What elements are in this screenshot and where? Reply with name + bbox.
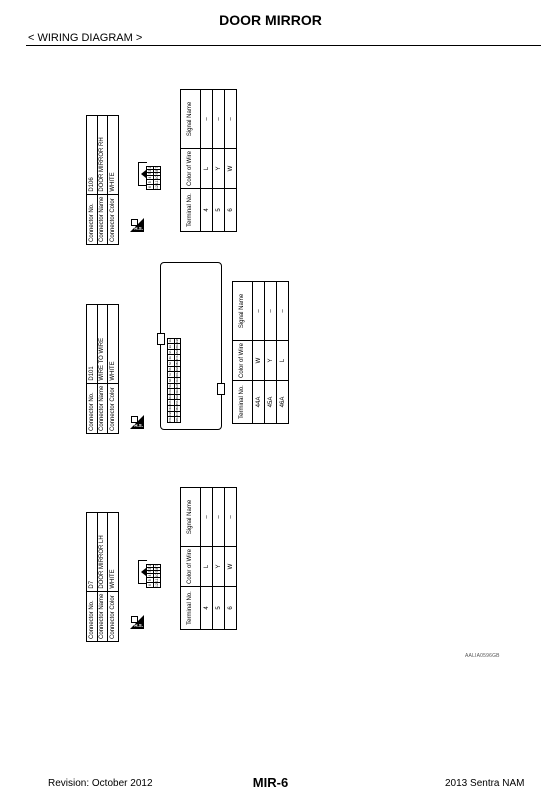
header-wire-color: Color of Wire xyxy=(233,340,253,380)
terminal-table-d7 xyxy=(180,487,237,630)
pin: 44A xyxy=(175,394,179,400)
label-connector-no: Connector No. xyxy=(87,591,98,641)
hs-icon xyxy=(130,218,144,232)
pin: 10 xyxy=(155,175,159,180)
connector-name-value: DOOR MIRROR RH xyxy=(97,115,108,194)
pin: 47A xyxy=(175,411,179,417)
wire-color-cell: Y xyxy=(213,148,225,188)
signal-cell: – xyxy=(277,281,289,340)
pin: 1 xyxy=(148,564,152,567)
pin: 8A xyxy=(169,378,173,382)
pin: 5 xyxy=(148,181,152,184)
connector-info-d106 xyxy=(86,115,119,245)
signal-cell: – xyxy=(213,89,225,148)
pin: 14A xyxy=(169,411,173,417)
terminal-table-d101 xyxy=(232,281,289,424)
pin: 8 xyxy=(155,567,159,570)
label-connector-name: Connector Name xyxy=(97,591,108,641)
pin: 41A xyxy=(175,378,179,383)
header-signal-name: Signal Name xyxy=(181,487,201,546)
hs-label: H.S. xyxy=(134,623,143,628)
terminal-table-d106 xyxy=(180,89,237,232)
pin: 43A xyxy=(175,389,179,394)
pin: 42A xyxy=(175,383,179,389)
terminal-cell: 44A xyxy=(253,381,265,424)
pin: 6A xyxy=(169,367,173,371)
pin: 10A xyxy=(169,389,173,394)
header-terminal-no: Terminal No. xyxy=(181,587,201,630)
section-heading: < WIRING DIAGRAM > xyxy=(28,32,143,44)
pin: 3 xyxy=(148,172,152,175)
hs-label: H.S. xyxy=(134,226,143,231)
pin: 48A xyxy=(175,417,179,422)
connector-color-value: WHITE xyxy=(108,512,119,591)
header-rule xyxy=(26,45,541,46)
connector-latch xyxy=(217,383,225,395)
pin: 5A xyxy=(169,361,173,366)
wire-color-cell: Y xyxy=(213,546,225,586)
signal-cell: – xyxy=(213,487,225,546)
label-connector-no: Connector No. xyxy=(87,194,98,244)
pin-grid xyxy=(146,564,161,588)
terminal-cell: 4 xyxy=(201,587,213,630)
pin: 38A xyxy=(175,361,179,366)
terminal-cell: 6 xyxy=(225,587,237,630)
pin: 39A xyxy=(175,366,179,372)
footer-revision: Revision: October 2012 xyxy=(48,778,153,789)
hs-label: H.S. xyxy=(134,423,143,428)
pin: 3 xyxy=(148,570,152,573)
label-connector-color: Connector Color xyxy=(108,194,119,244)
pin: 34A xyxy=(175,338,179,344)
pin: 11 xyxy=(155,180,159,185)
signal-cell: – xyxy=(265,281,277,340)
pin-grid xyxy=(167,338,181,423)
page-title: DOOR MIRROR xyxy=(219,12,322,28)
signal-cell: – xyxy=(253,281,265,340)
connector-color-value: WHITE xyxy=(108,304,119,383)
connector-no-value: D101 xyxy=(87,304,98,383)
pin-grid xyxy=(146,166,161,190)
hs-icon xyxy=(130,615,144,629)
pin: 2A xyxy=(169,344,173,349)
wire-color-cell: Y xyxy=(265,340,277,380)
pin: 7 xyxy=(155,564,159,567)
terminal-cell: 46A xyxy=(277,381,289,424)
connector-no-value: D106 xyxy=(87,115,98,194)
pin: 9 xyxy=(155,172,159,175)
footer-model: 2013 Sentra NAM xyxy=(445,778,525,789)
pin: 12 xyxy=(155,185,159,189)
terminal-cell: 45A xyxy=(265,381,277,424)
wire-color-cell: W xyxy=(225,546,237,586)
header-wire-color: Color of Wire xyxy=(181,546,201,586)
signal-cell: – xyxy=(201,89,213,148)
connector-latch xyxy=(157,333,165,345)
pin: 46A xyxy=(175,406,179,411)
wire-color-cell: L xyxy=(201,148,213,188)
terminal-cell: 6 xyxy=(225,189,237,232)
signal-cell: – xyxy=(225,487,237,546)
header-terminal-no: Terminal No. xyxy=(181,189,201,232)
label-connector-color: Connector Color xyxy=(108,383,119,433)
pin: 15A xyxy=(169,417,173,422)
pin: 6 xyxy=(148,584,152,587)
pin: 9 xyxy=(155,570,159,573)
pin: 8 xyxy=(155,169,159,172)
signal-cell: – xyxy=(201,487,213,546)
pin: 7 xyxy=(155,166,159,169)
footer-page-number: MIR-6 xyxy=(252,775,289,790)
pin: 11 xyxy=(155,578,159,583)
label-connector-name: Connector Name xyxy=(97,383,108,433)
connector-name-value: DOOR MIRROR LH xyxy=(97,512,108,591)
hs-icon xyxy=(130,415,144,429)
connector-face-d101 xyxy=(160,262,222,430)
label-connector-name: Connector Name xyxy=(97,194,108,244)
header-signal-name: Signal Name xyxy=(181,89,201,148)
header-signal-name: Signal Name xyxy=(233,281,253,340)
pin: 40A xyxy=(175,372,179,377)
wire-color-cell: L xyxy=(201,546,213,586)
pin: 1 xyxy=(148,166,152,169)
pin: 4 xyxy=(148,176,152,179)
pin: 9A xyxy=(169,384,173,388)
terminal-cell: 5 xyxy=(213,587,225,630)
pin: 37A xyxy=(175,355,179,361)
pin: 4A xyxy=(169,356,173,360)
pin: 12 xyxy=(155,583,159,587)
wire-color-cell: W xyxy=(225,148,237,188)
pin: 10 xyxy=(155,573,159,578)
connector-no-value: D7 xyxy=(87,512,98,591)
pin: 1A xyxy=(169,339,173,343)
pin: 35A xyxy=(175,344,179,349)
reference-code: AALIA0596GB xyxy=(465,653,500,659)
pin: 12A xyxy=(169,400,173,406)
label-connector-no: Connector No. xyxy=(87,383,98,433)
connector-info-d7 xyxy=(86,512,119,642)
header-terminal-no: Terminal No. xyxy=(233,381,253,424)
pin: 45A xyxy=(175,400,179,406)
pin: 4 xyxy=(148,574,152,577)
terminal-cell: 5 xyxy=(213,189,225,232)
pin: 2 xyxy=(148,567,152,570)
wire-color-cell: L xyxy=(277,340,289,380)
header-wire-color: Color of Wire xyxy=(181,148,201,188)
signal-cell: – xyxy=(225,89,237,148)
pin: 11A xyxy=(169,394,173,400)
pin: 36A xyxy=(175,349,179,355)
terminal-cell: 4 xyxy=(201,189,213,232)
connector-name-value: WIRE TO WIRE xyxy=(97,304,108,383)
pin: 6 xyxy=(148,186,152,189)
pin: 5 xyxy=(148,579,152,582)
pin: 13A xyxy=(169,406,173,411)
wire-color-cell: W xyxy=(253,340,265,380)
label-connector-color: Connector Color xyxy=(108,591,119,641)
connector-info-d101 xyxy=(86,304,119,434)
connector-color-value: WHITE xyxy=(108,115,119,194)
pin: 3A xyxy=(169,350,173,354)
pin: 7A xyxy=(169,373,173,377)
pin: 2 xyxy=(148,169,152,172)
